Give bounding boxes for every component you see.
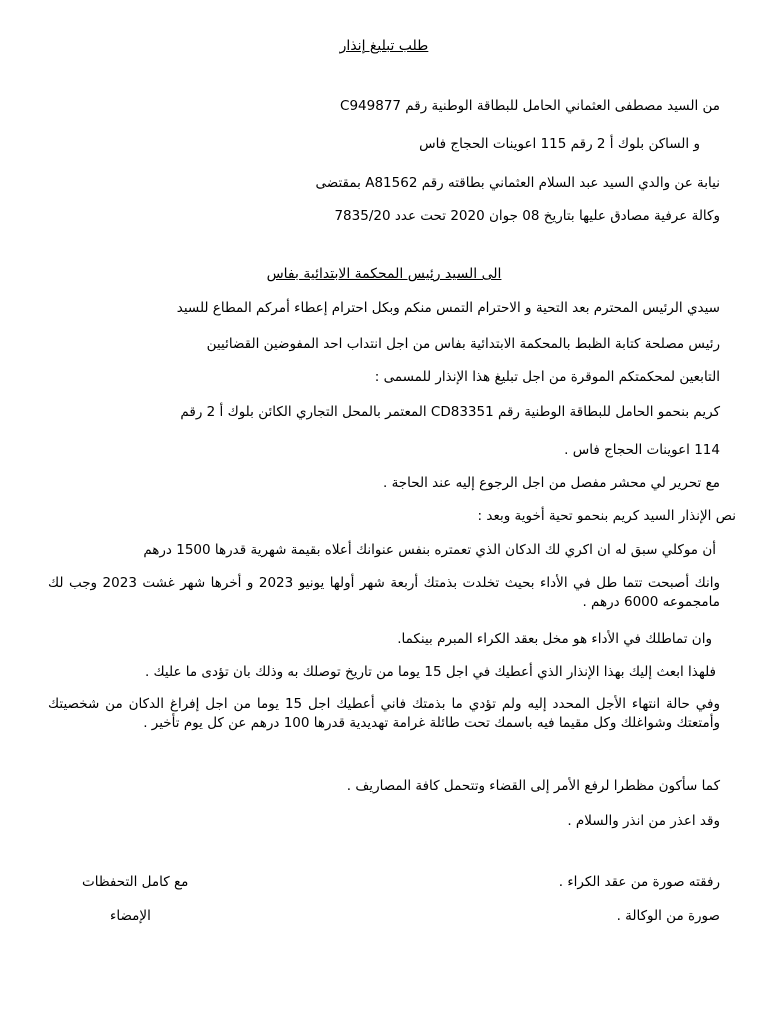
sender-line-2: و الساكن بلوك أ 2 رقم 115 اعوينات الحجاج فاس xyxy=(419,136,700,152)
notice-paragraph-7: وقد اعذر من انذر والسلام . xyxy=(567,813,720,829)
notice-paragraph-5: وفي حالة انتهاء الأجل المحدد إليه ولم تؤدي ما بذمتك فاني أعطيك اجل 15 يوما من اجل إفراغ الدكان من شخصيتك وأمتعتك وشواغلك وكل مقيما فيه باسمك تحت طائلة غرامة تهديدية قدرها 100 درهم عن كل يوم تأخير . xyxy=(48,696,720,731)
notice-paragraph-1: أن موكلي سبق له ان اكري لك الدكان الذي تعمتره بنفس عنوانك أعلاه بقيمة شهرية قدرها 1500 درهم xyxy=(143,542,716,558)
request-line-2: رئيس مصلحة كتابة الظبط بالمحكمة الابتدائية بفاس من اجل انتداب احد المفوضين القضائيين xyxy=(206,336,720,352)
sender-line-1: من السيد مصطفى العثماني الحامل للبطاقة الوطنية رقم C949877 xyxy=(340,98,720,114)
request-line-4: كريم بنحمو الحامل للبطاقة الوطنية رقم CD83351 المعتمر بالمحل التجاري الكائن بلوك أ 2 رقم xyxy=(180,404,720,420)
notice-paragraph-6: كما سأكون مظطرا لرفع الأمر إلى القضاء وتتحمل كافة المصاريف . xyxy=(346,778,720,794)
document-title: طلب تبليغ إنذار xyxy=(339,38,429,54)
notice-paragraph-4: فلهذا ابعث إليك بهذا الإنذار الذي أعطيك في اجل 15 يوما من تاريخ توصلك به وذلك بان تؤدى ما عليك . xyxy=(144,664,716,680)
request-line-6: مع تحرير لي محشر مفصل من اجل الرجوع إليه عند الحاجة . xyxy=(382,475,720,491)
signature-label: الإمضاء xyxy=(110,908,151,924)
sender-line-3: نيابة عن والدي السيد عبد السلام العثماني بطاقته رقم A81562 بمقتضى xyxy=(315,175,720,191)
closing-reservations: مع كامل التحفظات xyxy=(82,874,189,890)
notice-paragraph-2: وانك أصبحت تتما طل في الأداء بحيث تخلدت بذمتك أربعة شهر أولها يونيو 2023 و أخرها شهر غشت 2023 وجب لك مامجموعه 6000 درهم . xyxy=(48,575,720,610)
notice-intro: نص الإنذار السيد كريم بنحمو تحية أخوية وبعد : xyxy=(477,508,736,524)
notice-paragraph-3: وان تماطلك في الأداء هو مخل بعقد الكراء المبرم بينكما. xyxy=(397,631,712,647)
attachment-power-of-attorney: صورة من الوكالة . xyxy=(616,908,720,924)
request-line-1: سيدي الرئيس المحترم بعد التحية و الاحترام التمس منكم وبكل احترام إعطاء أمركم المطاع للسيد xyxy=(176,300,720,316)
addressee-heading: الى السيد رئيس المحكمة الابتدائية بفاس xyxy=(266,266,502,282)
request-line-5: 114 اعوينات الحجاج فاس . xyxy=(564,442,720,458)
sender-line-4: وكالة عرفية مصادق عليها بتاريخ 08 جوان 2020 تحت عدد 7835/20 xyxy=(334,208,720,224)
request-line-3: التابعين لمحكمتكم الموقرة من اجل تبليغ هذا الإنذار للمسمى : xyxy=(374,369,720,385)
attachment-contract: رفقته صورة من عقد الكراء . xyxy=(558,874,720,890)
